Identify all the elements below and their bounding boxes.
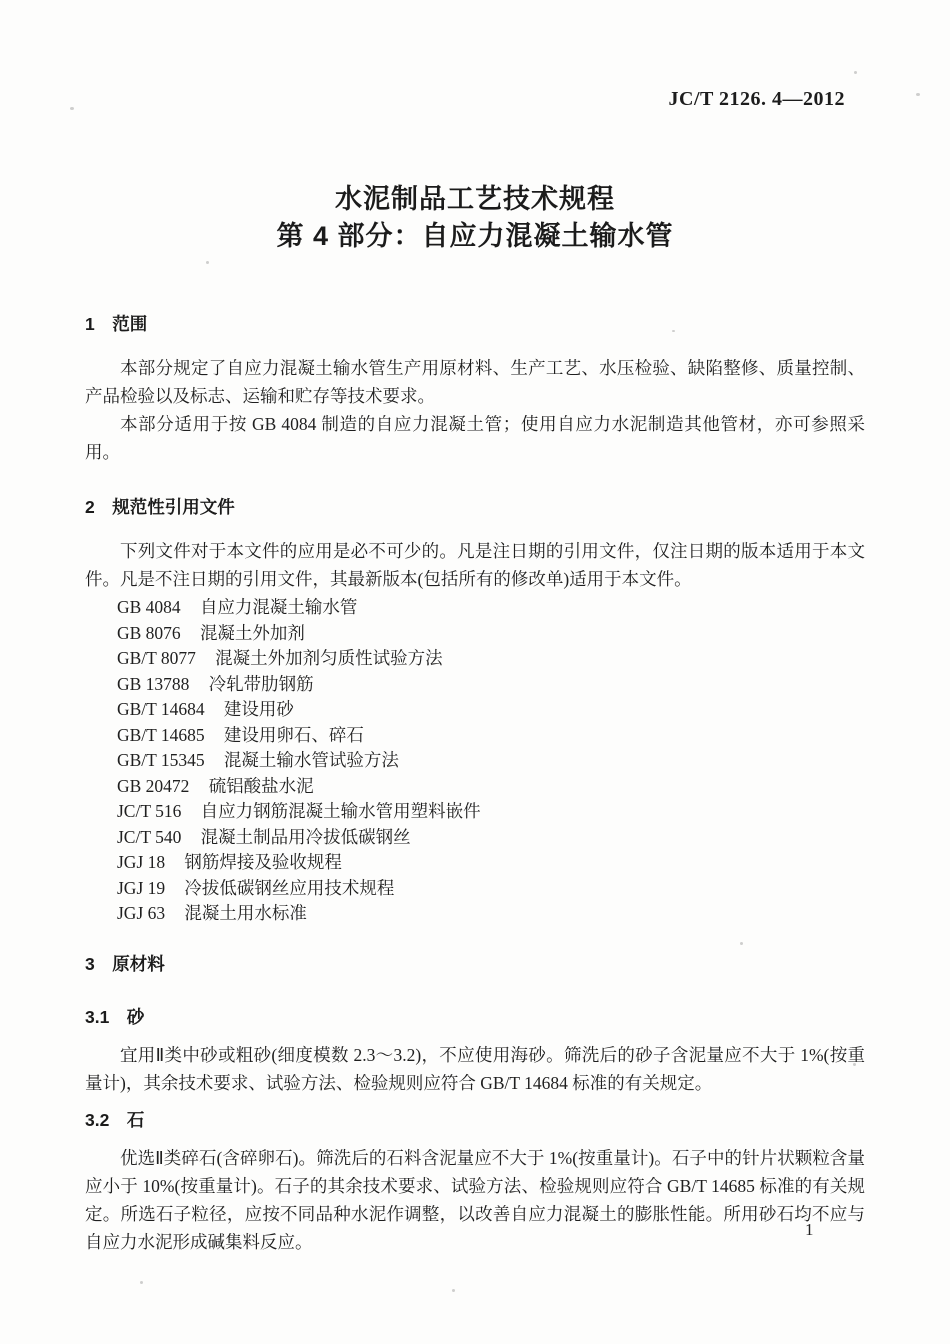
reference-item — [117, 595, 865, 621]
reference-code: GB 4084 — [117, 597, 181, 617]
reference-item — [117, 697, 865, 723]
reference-title: 冷拔低碳钢丝应用技术规程 — [184, 877, 395, 898]
reference-code: JC/T 540 — [117, 826, 182, 847]
reference-title: 硫铝酸盐水泥 — [208, 775, 314, 796]
reference-code: GB 13788 — [117, 673, 190, 694]
reference-code: GB/T 14684 — [117, 699, 205, 719]
scan-speck — [452, 1289, 455, 1292]
reference-code: GB/T 15345 — [117, 750, 205, 770]
section2-heading: 2 规范性引用文件 — [85, 497, 235, 517]
doc-title-line1: 水泥制品工艺技术规程 — [335, 184, 615, 214]
reference-item — [117, 621, 865, 647]
reference-code: JGJ 18 — [117, 852, 166, 872]
section2-para1: 下列文件对于本文件的应用是必不可少的。凡是注日期的引用文件，仅注日期的版本适用于本文件。凡是不注日期的引用文件，其最新版本(包括所有的修改单)适用于本文件。 — [85, 541, 865, 589]
reference-title: 建设用砂 — [223, 699, 294, 719]
reference-item — [117, 748, 865, 774]
reference-item — [117, 876, 865, 902]
reference-code: GB/T 8077 — [117, 648, 196, 668]
reference-title: 混凝土用水标准 — [184, 903, 307, 923]
reference-title: 钢筋焊接及验收规程 — [184, 852, 342, 872]
reference-title: 混凝土制品用冷拔低碳钢丝 — [200, 826, 411, 847]
document-body — [0, 311, 950, 1256]
reference-code: JGJ 63 — [117, 903, 166, 923]
reference-item — [117, 774, 865, 800]
doc-title — [0, 181, 950, 255]
reference-title: 建设用卵石、碎石 — [223, 724, 364, 745]
reference-title: 混凝土外加剂匀质性试验方法 — [215, 648, 443, 668]
reference-title: 混凝土输水管试验方法 — [223, 750, 399, 770]
doc-code: JC/T 2126. 4—2012 — [668, 88, 845, 110]
section3-heading: 3 原材料 — [85, 953, 165, 974]
reference-title: 冷轧带肋钢筋 — [208, 673, 314, 694]
reference-item — [117, 825, 865, 851]
reference-title: 自应力混凝土输水管 — [199, 597, 358, 617]
reference-item — [117, 646, 865, 672]
scan-speck — [206, 261, 209, 264]
reference-code: JGJ 19 — [117, 877, 166, 898]
reference-code: GB 20472 — [117, 775, 190, 796]
section3-2-heading: 3.2 石 — [85, 1109, 145, 1130]
section1-para1: 本部分规定了自应力混凝土输水管生产用原材料、生产工艺、水压检验、缺陷整修、质量控制、产品检验以及标志、运输和贮存等技术要求。 — [85, 358, 865, 406]
reference-item — [117, 799, 865, 825]
reference-code: GB 8076 — [117, 622, 181, 643]
section1-heading: 1 范围 — [85, 314, 148, 334]
reference-title: 混凝土外加剂 — [199, 622, 305, 643]
reference-title: 自应力钢筋混凝土输水管用塑料嵌件 — [200, 801, 481, 821]
scan-speck — [140, 1281, 143, 1284]
reference-item — [117, 723, 865, 749]
reference-code: GB/T 14685 — [117, 724, 205, 745]
section3-1-para: 宜用Ⅱ类中砂或粗砂(细度模数 2.3～3.2)，不应使用海砂。筛洗后的砂子含泥量应不大于 1%(按重量计)，其余技术要求、试验方法、检验规则应符合 GB/T 14684 标准的有关规定。 — [85, 1044, 865, 1093]
reference-item — [117, 850, 865, 876]
section1-para2: 本部分适用于按 GB 4084 制造的自应力混凝土管；使用自应力水泥制造其他管材，亦可参照采用。 — [85, 414, 865, 462]
doc-title-line2: 第 4 部分：自应力混凝土输水管 — [276, 221, 674, 251]
reference-item — [117, 672, 865, 698]
page-number: 1 — [805, 1220, 814, 1239]
reference-code: JC/T 516 — [117, 801, 182, 821]
section3-2-para: 优选Ⅱ类碎石(含碎卵石)。筛洗后的石料含泥量应不大于 1%(按重量计)。石子中的针片状颗粒含量应小于 10%(按重量计)。石子的其余技术要求、试验方法、检验规则应符合 GB/T 14685 标准的有关规定。所选石子粒径，应按不同品种水泥作调整，以改善自应力混凝土的膨胀性能。所用砂石均不应与自应力水泥形成碱集料反应。 — [85, 1147, 865, 1252]
section3-1-heading: 3.1 砂 — [85, 1006, 145, 1027]
references-list — [85, 595, 865, 927]
reference-item — [117, 901, 865, 927]
scan-speck — [854, 71, 857, 74]
